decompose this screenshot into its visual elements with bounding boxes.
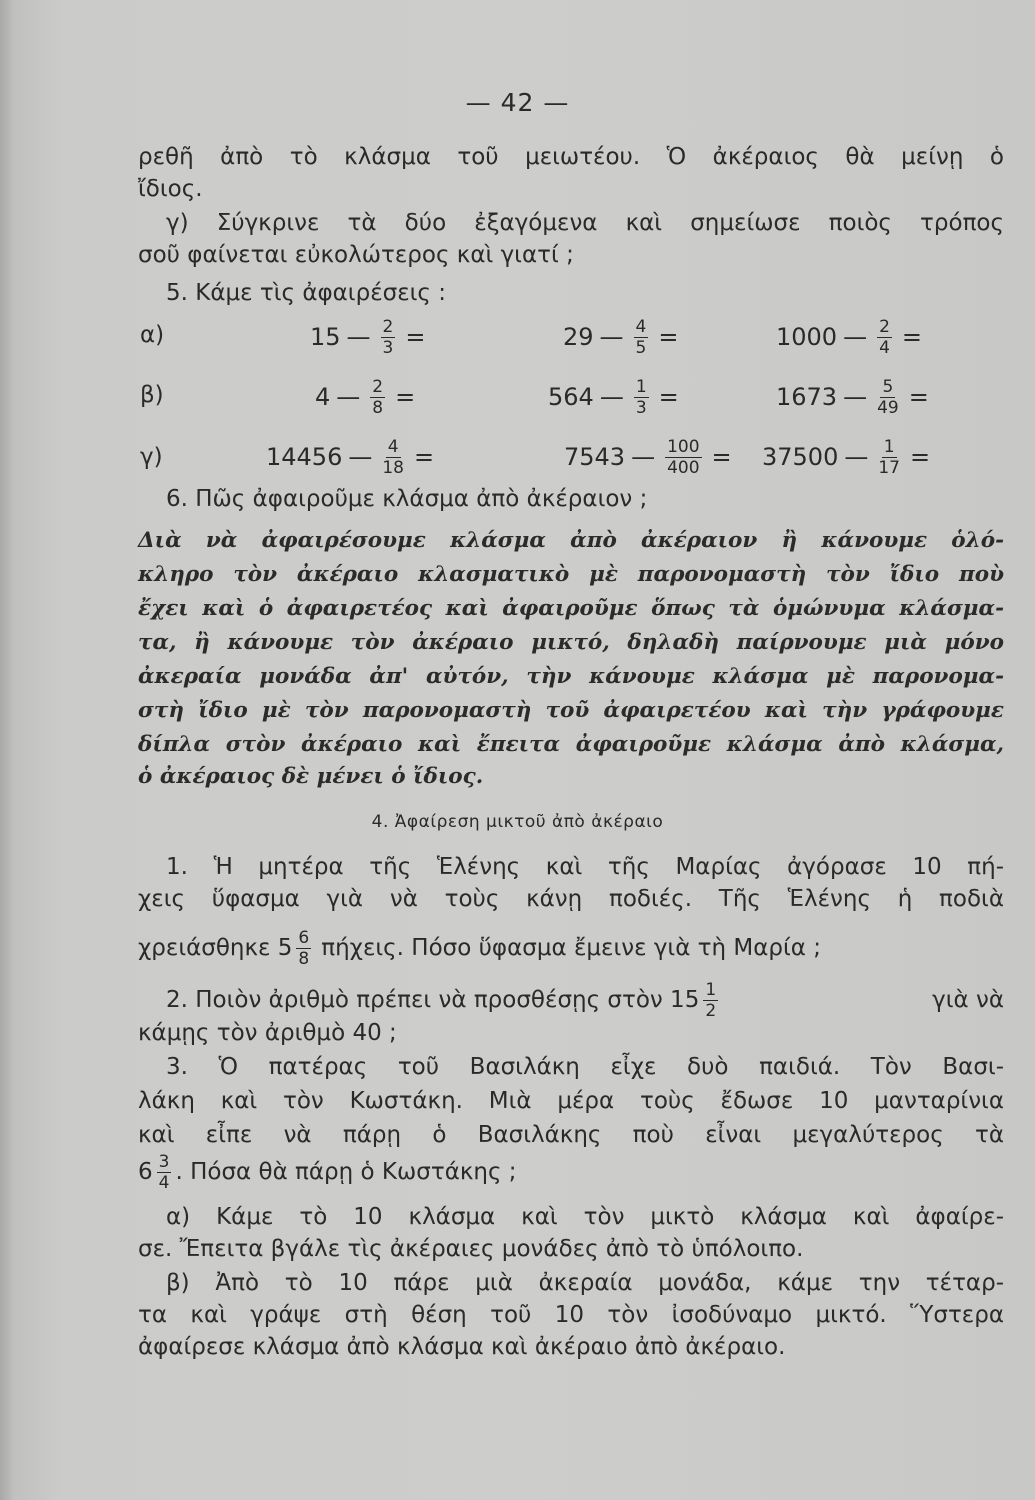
numerator: 2	[372, 376, 384, 397]
denominator: 49	[877, 397, 899, 418]
denominator: 2	[705, 1000, 717, 1021]
whole: 7543	[564, 443, 626, 471]
fraction	[665, 438, 701, 477]
minus-sign: —	[599, 323, 624, 351]
denominator: 400	[667, 457, 700, 478]
mixed-fraction	[703, 981, 718, 1020]
numerator: 6	[298, 927, 310, 948]
numerator: 5	[882, 376, 894, 397]
denominator: 3	[635, 397, 647, 418]
exercise-a1	[310, 312, 431, 362]
answer-line: δίπλα στὸν ἀκέραιο καὶ ἔπειτα ἀφαιροῦμε κλάσμα ἀπὸ κλάσμα,	[138, 732, 1004, 757]
exercise-a2	[563, 312, 684, 362]
page-edge-shadow	[0, 0, 14, 1500]
text: πήχεις. Πόσο ὕφασμα ἔμεινε γιὰ τὴ Μαρία ;	[321, 935, 822, 961]
mixed-fraction	[157, 1153, 172, 1192]
numerator: 3	[158, 1151, 170, 1172]
problem-1-line-2: χεις ὕφασμα γιὰ νὰ τοὺς κάνῃ ποδιές. Τῆς Ἑλένης ἡ ποδιὰ	[138, 886, 1004, 912]
whole: 37500	[762, 443, 839, 471]
problem-3-b-line-3: ἀφαίρεσε κλάσμα ἀπὸ κλάσμα καὶ ἀκέραιο ἀπὸ ἀκέραιο.	[138, 1334, 786, 1360]
answer-line: κληρο τὸν ἀκέραιο κλασματικὸ μὲ παρονομαστὴ τὸν ἴδιο ποὺ	[138, 562, 1004, 587]
problem-1-line-1: 1. Ἡ μητέρα τῆς Ἑλένης καὶ τῆς Μαρίας ἀγόρασε 10 πή-	[166, 854, 1004, 880]
whole: 14456	[266, 443, 343, 471]
problem-2-line-1	[166, 978, 1004, 1022]
intro-line-1: ρεθῆ ἀπὸ τὸ κλάσμα τοῦ μειωτέου. Ὁ ἀκέραιος θὰ μείνῃ ὁ	[138, 144, 1004, 170]
intro-line-3: γ) Σύγκρινε τὰ δύο ἐξαγόμενα καὶ σημείωσε ποιὸς τρόπος	[166, 210, 1004, 236]
whole: 29	[563, 323, 594, 351]
minus-sign: —	[631, 443, 656, 471]
denominator: 18	[382, 457, 404, 478]
answer-line: ὁ ἀκέραιος δὲ μένει ὁ ἴδιος.	[138, 764, 484, 789]
whole: 1000	[776, 323, 838, 351]
row-label-c: γ)	[140, 444, 163, 470]
minus-sign: —	[599, 383, 624, 411]
problem-3-a-line-1: α) Κάμε τὸ 10 κλάσμα καὶ τὸν μικτὸ κλάσμα καὶ ἀφαίρε-	[166, 1204, 1004, 1230]
fraction	[381, 318, 396, 357]
denominator: 17	[878, 457, 900, 478]
equals-sign: =	[658, 323, 679, 351]
equals-sign: =	[414, 443, 435, 471]
problem-2-line-2: κάμῃς τὸν ἀριθμὸ 40 ;	[138, 1020, 397, 1046]
minus-sign: —	[346, 323, 371, 351]
denominator: 8	[298, 948, 310, 969]
section-heading: 4. Ἀφαίρεση μικτοῦ ἀπὸ ἀκέραιο	[371, 812, 664, 832]
text: γιὰ νὰ	[932, 987, 1004, 1013]
exercise-a3	[776, 312, 928, 362]
fraction	[878, 438, 900, 477]
exercise-b1	[315, 372, 421, 422]
numerator: 1	[705, 979, 717, 1000]
numerator: 4	[635, 316, 647, 337]
answer-line: τα, ἢ κάνουμε τὸν ἀκέραιο μικτό, δηλαδὴ παίρνουμε μιὰ μόνο	[138, 630, 1004, 655]
exercise-c2	[564, 432, 738, 482]
problem-1-line-3	[138, 926, 1004, 970]
fraction	[877, 378, 899, 417]
whole: 4	[315, 383, 331, 411]
exercise-c3	[762, 432, 936, 482]
exercise-b3	[776, 372, 935, 422]
minus-sign: —	[336, 383, 361, 411]
problem-3-line-3: καὶ εἶπε νὰ πάρῃ ὁ Βασιλάκης ποὺ εἶναι μεγαλύτερος τὰ	[138, 1122, 1004, 1148]
question-6: 6. Πῶς ἀφαιροῦμε κλάσμα ἀπὸ ἀκέραιον ;	[166, 486, 648, 512]
denominator: 4	[158, 1172, 170, 1193]
answer-line: ἔχει καὶ ὁ ἀφαιρετέος καὶ ἀφαιροῦμε ὅπως τὰ ὁμώνυμα κλάσμα-	[138, 596, 1004, 621]
numerator: 2	[382, 316, 394, 337]
fraction	[370, 378, 385, 417]
equals-sign: =	[908, 383, 929, 411]
row-label-b: β)	[140, 382, 164, 408]
answer-line: ἀκεραία μονάδα ἀπ' αὐτόν, τὴν κάνουμε κλάσμα μὲ παρονομα-	[138, 664, 1004, 689]
equals-sign: =	[901, 323, 923, 351]
minus-sign: —	[843, 323, 868, 351]
equals-sign: =	[395, 383, 416, 411]
fraction	[634, 378, 649, 417]
whole: 1673	[776, 383, 838, 411]
denominator: 8	[372, 397, 384, 418]
equals-sign: =	[405, 323, 426, 351]
text: χρειάσθηκε 5	[138, 935, 293, 961]
row-label-a: α)	[140, 322, 165, 348]
numerator: 100	[667, 436, 700, 457]
problem-3-line-4	[138, 1150, 1004, 1194]
minus-sign: —	[843, 383, 868, 411]
answer-line: Διὰ νὰ ἀφαιρέσουμε κλάσμα ἀπὸ ἀκέραιον ἢ κάνουμε ὁλό-	[138, 528, 1004, 553]
numerator: 1	[635, 376, 647, 397]
item-5-heading: 5. Κάμε τὶς ἀφαιρέσεις :	[166, 280, 446, 306]
equals-sign: =	[910, 443, 931, 471]
problem-3-b-line-1: β) Ἀπὸ τὸ 10 πάρε μιὰ ἀκεραία μονάδα, κάμε την τέταρ-	[166, 1270, 1004, 1296]
text: . Πόσα θὰ πάρῃ ὁ Κωστάκης ;	[175, 1159, 517, 1185]
fraction	[382, 438, 404, 477]
equals-sign: =	[711, 443, 732, 471]
numerator: 2	[879, 316, 890, 337]
equals-sign: =	[658, 383, 679, 411]
denominator: 3	[382, 337, 394, 358]
minus-sign: —	[844, 443, 869, 471]
denominator: 4	[879, 337, 890, 358]
problem-3-b-line-2: τα καὶ γράψε στὴ θέση τοῦ 10 τὸν ἰσοδύναμο μικτό. Ὕστερα	[138, 1302, 1004, 1328]
whole: 15	[310, 323, 341, 351]
problem-3-a-line-2: σε. Ἔπειτα βγάλε τὶς ἀκέραιες μονάδες ἀπὸ τὸ ὑπόλοιπο.	[138, 1236, 804, 1262]
text: 2. Ποιὸν ἀριθμὸ πρέπει νὰ προσθέσῃς στὸν 15	[166, 987, 700, 1013]
problem-2-expr	[166, 981, 722, 1020]
page-number: — 42 —	[465, 88, 570, 117]
exercise-c1	[266, 432, 440, 482]
text: 6	[138, 1159, 153, 1185]
denominator: 5	[635, 337, 647, 358]
problem-3-line-2: λάκη καὶ τὸν Κωστάκη. Μιὰ μέρα τοὺς ἔδωσε 10 μανταρίνια	[138, 1088, 1004, 1114]
intro-line-2: ἴδιος.	[138, 176, 203, 202]
numerator: 1	[883, 436, 895, 457]
exercise-b2	[548, 372, 685, 422]
fraction	[877, 318, 892, 357]
fraction	[634, 318, 649, 357]
numerator: 4	[387, 436, 399, 457]
answer-line: στὴ ἴδιο μὲ τὸν παρονομαστὴ τοῦ ἀφαιρετέου καὶ τὴν γράφουμε	[138, 698, 1004, 723]
mixed-fraction	[296, 929, 311, 968]
whole: 564	[548, 383, 594, 411]
minus-sign: —	[348, 443, 373, 471]
problem-3-line-1: 3. Ὁ πατέρας τοῦ Βασιλάκη εἶχε δυὸ παιδιά. Τὸν Βασι-	[166, 1054, 1004, 1080]
intro-line-4: σοῦ φαίνεται εὐκολώτερος καὶ γιατί ;	[138, 242, 574, 268]
